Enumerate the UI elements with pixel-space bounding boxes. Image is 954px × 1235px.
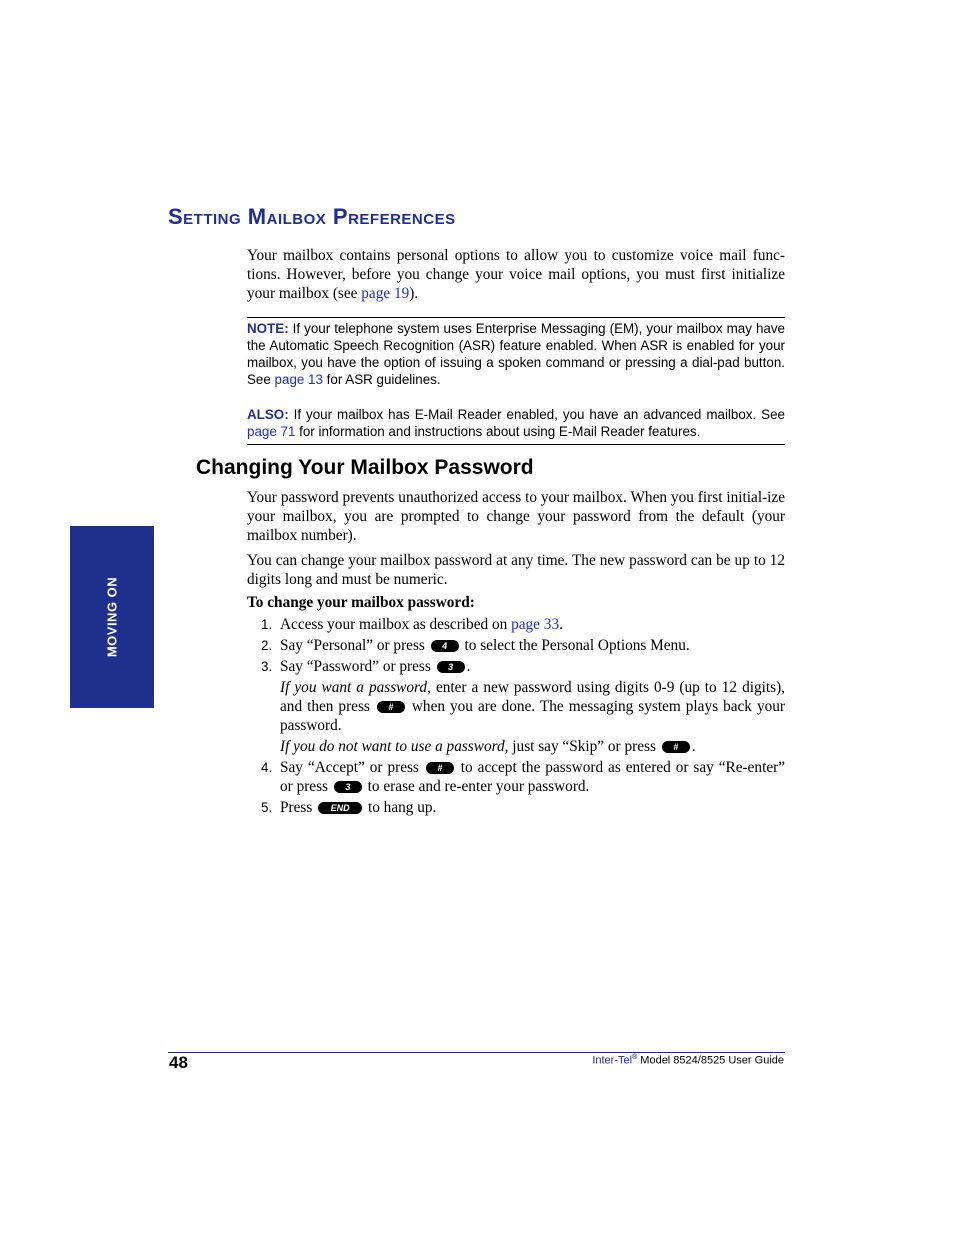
- step-5: 5. Press END to hang up.: [261, 799, 437, 816]
- page-13-link[interactable]: page 13: [274, 372, 323, 387]
- footer-guide-title: Inter-Tel® Model 8524/8525 User Guide: [592, 1054, 784, 1067]
- step-3: 3. Say “Password” or press 3 .: [261, 658, 471, 675]
- key-pound-icon: #: [662, 741, 690, 753]
- key-4-icon: 4: [431, 640, 459, 652]
- note-bottom-rule: [247, 444, 785, 445]
- section-title: Setting Mailbox Preferences: [168, 204, 456, 229]
- intro-paragraph: Your mailbox contains personal options to allow you to customize voice mail func-tions. However, before you change your voice mail options, you must first initialize your mailbox (see page 19).: [247, 247, 785, 302]
- side-chapter-tab: [70, 526, 154, 708]
- procedure-heading: To change your mailbox password:: [247, 594, 475, 611]
- page-number: 48: [169, 1053, 188, 1072]
- step-3-password-option: If you want a password, enter a new password using digits 0-9 (up to 12 digits), and then press # when you are done. The messaging system plays back your password.: [280, 679, 785, 734]
- password-paragraph-2: You can change your mailbox password at any time. The new password can be up to 12 digits long and must be numeric.: [247, 552, 785, 588]
- key-pound-icon: #: [426, 762, 454, 774]
- note-top-rule: [247, 317, 785, 318]
- step-3-skip-option: If you do not want to use a password, just say “Skip” or press # .: [280, 738, 696, 755]
- footer-rule: [168, 1052, 785, 1053]
- page-71-link[interactable]: page 71: [247, 424, 296, 439]
- key-pound-icon: #: [377, 701, 405, 713]
- also-block: ALSO: If your mailbox has E-Mail Reader enabled, you have an advanced mailbox. See page 71 for information and instructions about using E-Mail Reader features.: [247, 407, 785, 439]
- note-label: NOTE:: [247, 321, 289, 336]
- step-4: 4. Say “Accept” or press # to accept the password as entered or say “Re-enter” or press 3 to erase and re-enter your password.: [261, 759, 785, 795]
- key-3-icon: 3: [334, 781, 362, 793]
- note-block: NOTE: If your telephone system uses Enterprise Messaging (EM), your mailbox may have the Automatic Speech Recognition (ASR) feature enabled. When ASR is enabled for your mailbox, you have the option of issuing a spoken command or pressing a dial-pad button. See page 13 for ASR guidelines.: [247, 321, 785, 387]
- page-33-link[interactable]: page 33: [511, 616, 560, 633]
- side-tab-label: MOVING ON: [104, 576, 120, 658]
- subsection-title: Changing Your Mailbox Password: [196, 456, 534, 479]
- key-end-icon: END: [318, 802, 362, 814]
- step-1: 1. Access your mailbox as described on page 33.: [261, 616, 563, 633]
- page-19-link[interactable]: page 19: [361, 285, 410, 302]
- key-3-icon: 3: [437, 661, 465, 673]
- step-2: 2. Say “Personal” or press 4 to select the Personal Options Menu.: [261, 637, 690, 654]
- password-paragraph-1: Your password prevents unauthorized access to your mailbox. When you first initial-ize your mailbox, you are prompted to change your password from the default (your mailbox number).: [247, 489, 785, 544]
- also-label: ALSO:: [247, 407, 289, 422]
